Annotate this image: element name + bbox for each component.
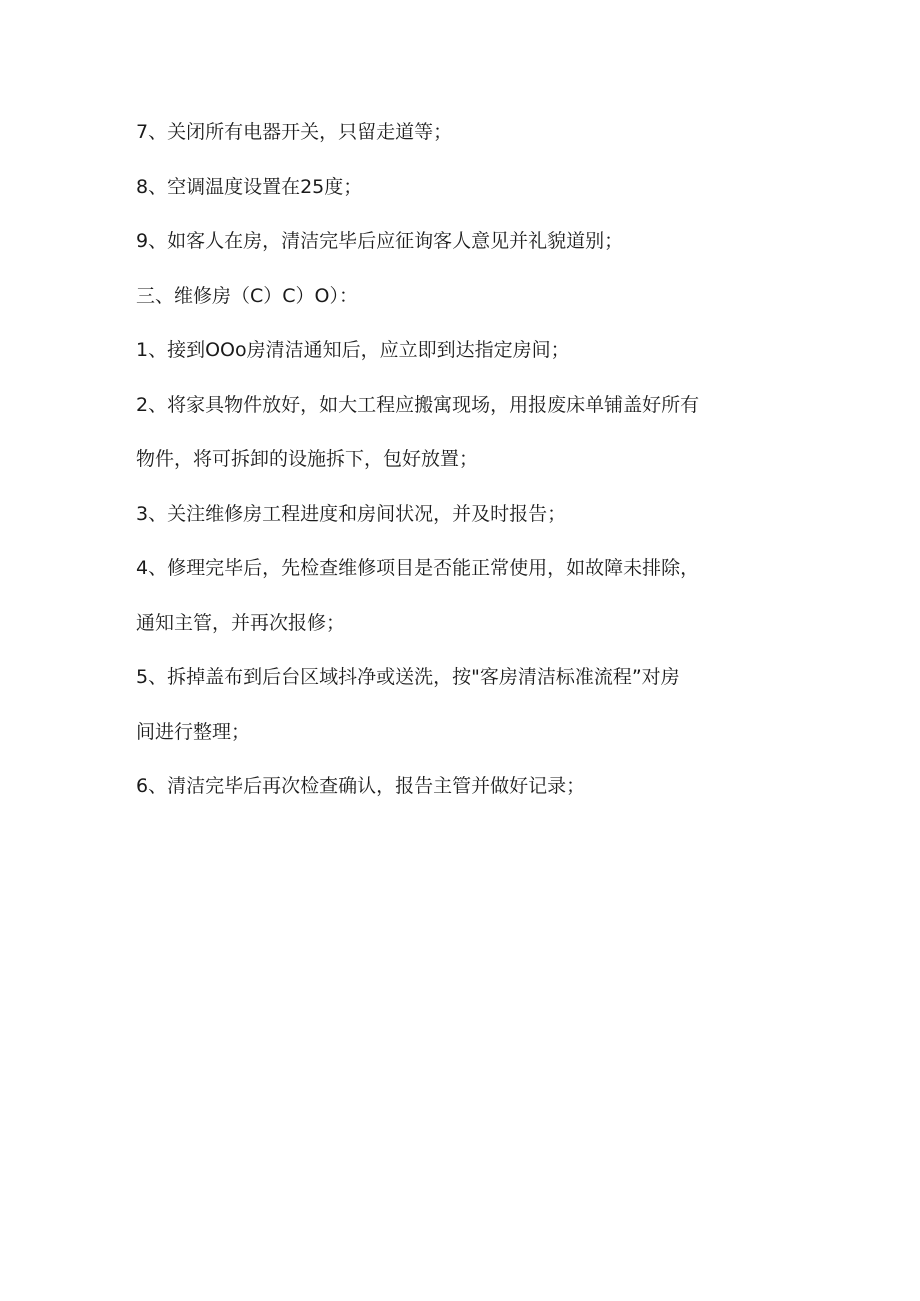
text-line-maintenance-item-5-continued: 间进行整理； bbox=[136, 720, 251, 743]
text-line-maintenance-item-4: 4、修理完毕后，先检查维修项目是否能正常使用，如故障未排除， bbox=[136, 557, 700, 579]
text-line-maintenance-item-6: 6、清洁完毕后再次检查确认，报告主管并做好记录； bbox=[136, 775, 586, 797]
text-line-maintenance-item-5: 5、拆掉盖布到后台区域抖净或送洗，按"客房清洁标准流程”对房 bbox=[136, 666, 680, 688]
text-line-maintenance-item-3: 3、关注维修房工程进度和房间状况，并及时报告； bbox=[136, 502, 567, 525]
text-line-maintenance-item-4-continued: 通知主管，并再次报修； bbox=[136, 611, 346, 634]
text-line-item-9-guest-farewell: 9、如客人在房，清洁完毕后应征询客人意见并礼貌道别； bbox=[136, 230, 624, 252]
text-line-item-7-power-off: 7、关闭所有电器开关，只留走道等； bbox=[136, 121, 453, 143]
text-line-item-8-ac-temperature: 8、空调温度设置在25度； bbox=[136, 175, 363, 198]
text-line-maintenance-item-1: 1、接到OOo房清洁通知后，应立即到达指定房间； bbox=[136, 339, 570, 361]
text-line-maintenance-item-2-continued: 物件，将可拆卸的设施拆下，包好放置； bbox=[136, 448, 479, 470]
text-line-maintenance-item-2: 2、将家具物件放好，如大工程应搬寓现场，用报废床单铺盖好所有 bbox=[136, 393, 700, 416]
section-heading-maintenance-room: 三、维修房（C）C）O）： bbox=[136, 284, 358, 307]
document-body bbox=[136, 122, 756, 831]
